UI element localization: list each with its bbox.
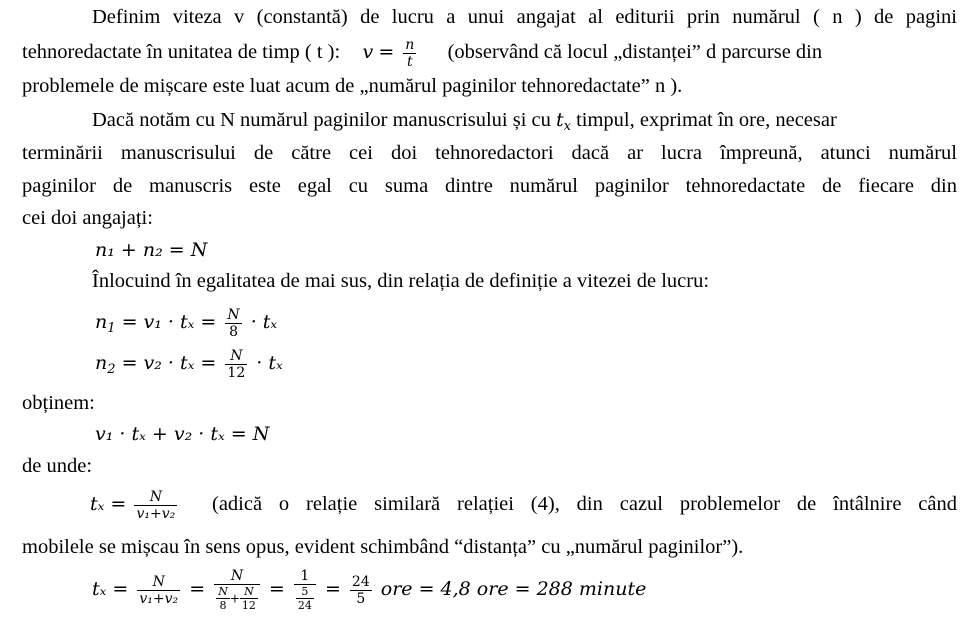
- equation-tx-line: [90, 482, 180, 526]
- equation-n2: $n_2 = v_2 \cdot t_x$ = $\frac{N}{12}$ · tₓ: [95, 347, 283, 381]
- final-fraction-4: $\frac{24}{5}$: [351, 573, 370, 607]
- para2-line2: [22, 141, 957, 165]
- equation-v-sum: [95, 422, 269, 446]
- replace-line: [92, 269, 709, 293]
- final-fraction-3: $\frac{1}{\frac{5}{24}}$: [294, 569, 316, 611]
- text: cei doi angajați:: [22, 207, 153, 229]
- text: paginilor de manuscris este egal cu suma dintre numărul paginilor tehnoredactate de fiecare din: [22, 175, 957, 197]
- text: Înlocuind în egalitatea de mai sus, din relația de definiție a vitezei de lucru:: [92, 270, 710, 292]
- tx-lhs: tₓ =: [90, 493, 127, 515]
- final-fraction-1: $\frac{N}{\text{v₁+v₂}}$: [139, 573, 179, 607]
- final-lhs: tₓ =: [92, 578, 129, 600]
- text: Dacă notăm cu N numărul paginilor manuscrisului și cu: [92, 109, 551, 131]
- text: problemele de mișcare este luat acum de „numărul paginilor tehnoredactate” n ).: [22, 75, 683, 97]
- text: Definim viteza v (constantă) de lucru a unui angajat al editurii prin numărul ( n ) de pagini: [92, 6, 957, 28]
- text: (adică o relație similară relației (4), din cazul problemelor de întâlnire când: [212, 493, 957, 515]
- equation-text: v₁ · tₓ + v₂ · tₓ = N: [95, 423, 270, 445]
- text: terminării manuscrisului de către cei doi tehnoredactori dacă ar lucra împreună, atunci numărul: [22, 142, 957, 164]
- para2-line4: [22, 206, 153, 230]
- equation-n1: $n_1 = v_1 \cdot t_x$ = $\frac{N}{8}$ · tₓ: [95, 306, 278, 340]
- fraction-n-over-v-sum: $\frac{N}{\text{v₁+v₂}}$: [136, 488, 176, 522]
- de-unde-label: [22, 454, 92, 478]
- para3-line1: [212, 492, 957, 516]
- para3-line2: [22, 535, 743, 559]
- equation-final: tₓ = $\frac{N}{\text{v₁+v₂}}$ = N $\frac{N}{8}$ + $\frac{N}{12}$ = $\frac{1}{\frac{5}{24}}$ = $\frac{24}{5}$ ore = 4,8 ore = 288 minute: [92, 568, 647, 612]
- tx-symbol: $t_x$: [555, 109, 571, 134]
- fraction-n-over-12: $\frac{N}{12}$: [227, 347, 246, 381]
- text: mobilele se mișcau în sens opus, evident schimbând “distanța” cu „numărul paginilor”).: [22, 536, 744, 558]
- text: obținem:: [22, 392, 95, 414]
- para1-line1: [92, 5, 957, 29]
- text: de unde:: [22, 455, 93, 477]
- para1-line3: [22, 74, 682, 98]
- para1-line2: tehnoredactate în unitatea de timp ( t ): v = $\frac{n}{t}$ (observând că locul „distanței” d parcurse din: [22, 37, 823, 70]
- equation-text: n₁ + n₂ = N: [95, 239, 208, 261]
- final-fraction-2: N $\frac{N}{8}$ + $\frac{N}{12}$: [214, 569, 260, 611]
- equation-sum: [95, 238, 207, 262]
- obtinem-label: [22, 391, 95, 415]
- text: (observând că locul „distanței” d parcurse din: [447, 41, 823, 64]
- formula-v-lhs: v: [362, 41, 374, 64]
- text: timpul, exprimat în ore, necesar: [576, 109, 837, 131]
- para2-line3: [22, 174, 957, 198]
- para2-line1: [92, 108, 837, 139]
- fraction-n-over-8: $\frac{N}{8}$: [227, 306, 240, 340]
- final-result: ore = 4,8 ore = 288 minute: [380, 578, 647, 600]
- text: tehnoredactate în unitatea de timp ( t ):: [22, 41, 341, 64]
- formula-v-fraction: $\frac{n}{t}$: [405, 37, 415, 70]
